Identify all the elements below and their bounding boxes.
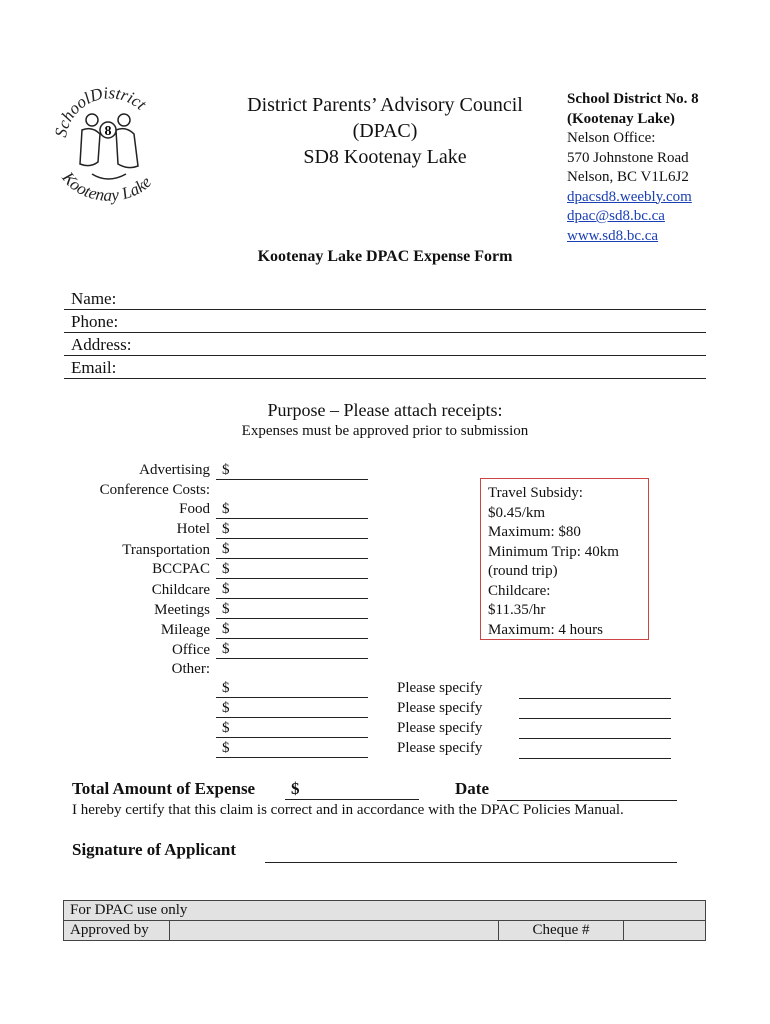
date-field[interactable] [497, 779, 677, 801]
expense-label: Conference Costs: [99, 482, 210, 498]
specify-field[interactable] [519, 700, 671, 719]
header-line-1: District Parents’ Advisory Council [247, 94, 523, 116]
travel-line: $0.45/km [488, 504, 546, 521]
approved-by-label: Approved by [64, 921, 170, 941]
purpose-note: Expenses must be approved prior to submission [241, 423, 529, 439]
logo-number: 8 [104, 124, 112, 139]
expense-label: Advertising [139, 462, 210, 478]
office-use-table [63, 900, 706, 941]
expense-label: Other: [171, 661, 210, 677]
expense-amount-field[interactable]: $ [216, 540, 368, 559]
travel-line: $11.35/hr [488, 602, 546, 618]
please-specify-label: Please specify [397, 740, 483, 756]
expense-amount-field[interactable]: $ [216, 560, 368, 579]
expense-amount-field[interactable]: $ [216, 500, 368, 519]
travel-subsidy-box [480, 478, 649, 640]
school-district-logo [52, 78, 164, 218]
form-title: Kootenay Lake DPAC Expense Form [257, 248, 513, 265]
expense-label: Office [171, 642, 210, 658]
expense-amount-field[interactable]: $ [216, 600, 368, 619]
expense-amount-field[interactable]: $ [216, 620, 368, 639]
travel-line: Minimum Trip: 40km [488, 543, 619, 560]
travel-line: Travel Subsidy: [488, 485, 583, 501]
expense-amount-field[interactable]: $ [216, 640, 368, 659]
expense-label: BCCPAC [152, 561, 210, 577]
total-label: Total Amount of Expense [72, 779, 256, 798]
travel-line: Maximum: $80 [488, 524, 581, 540]
cheque-label: Cheque # [499, 921, 624, 941]
header-line-3: SD8 Kootenay Lake [303, 146, 467, 168]
other-amount-field[interactable]: $ [216, 679, 368, 698]
other-amount-field[interactable]: $ [216, 719, 368, 738]
travel-line: Childcare: [488, 582, 551, 599]
office-use-title: For DPAC use only [64, 901, 706, 921]
signature-field[interactable] [265, 840, 677, 863]
address-field[interactable]: Address: [64, 334, 706, 356]
expense-label: Childcare [151, 582, 210, 598]
district-name: School District No. 8 [567, 91, 699, 107]
address-block [567, 90, 699, 246]
other-amount-field[interactable]: $ [216, 699, 368, 718]
expense-amount-field[interactable]: $ [216, 520, 368, 539]
svg-text:Kootenay Lake [58, 167, 156, 205]
certify-statement: I hereby certify that this claim is correct and in accordance with the DPAC Policies Manual. [72, 802, 624, 818]
header-line-2: (DPAC) [352, 120, 418, 142]
specify-field[interactable] [519, 740, 671, 759]
travel-line: Maximum: 4 hours [488, 621, 603, 638]
logo-text-top: SchoolDistrict [52, 83, 151, 139]
website-link[interactable]: dpacsd8.weebly.com [567, 188, 692, 205]
phone-field[interactable]: Phone: [64, 311, 706, 333]
district-website-link[interactable]: www.sd8.bc.ca [567, 227, 659, 244]
expense-amount-field[interactable]: $ [216, 580, 368, 599]
cheque-number-field[interactable] [624, 921, 706, 941]
expense-label: Food [179, 501, 210, 517]
logo-text-bottom: Kootenay Lake [58, 168, 156, 205]
email-link[interactable]: dpac@sd8.bc.ca [567, 208, 665, 224]
travel-line: (round trip) [488, 563, 558, 579]
approved-by-field[interactable] [170, 921, 499, 941]
email-field[interactable]: Email: [64, 357, 706, 379]
purpose-title: Purpose – Please attach receipts: [267, 400, 503, 420]
date-label: Date [455, 779, 489, 798]
name-field[interactable]: Name: [64, 288, 706, 310]
specify-field[interactable] [519, 720, 671, 739]
city-postal: Nelson, BC V1L6J2 [567, 169, 689, 185]
total-amount-field[interactable]: $ [285, 779, 419, 800]
expense-label: Mileage [160, 622, 210, 638]
office-label: Nelson Office: [567, 130, 656, 146]
please-specify-label: Please specify [397, 700, 483, 716]
please-specify-label: Please specify [397, 680, 483, 696]
expense-label: Hotel [176, 521, 210, 537]
expense-amount-field[interactable]: $ [216, 461, 368, 480]
expense-label: Transportation [122, 542, 210, 558]
signature-label: Signature of Applicant [72, 840, 237, 859]
street-address: 570 Johnstone Road [567, 149, 689, 166]
other-amount-field[interactable]: $ [216, 739, 368, 758]
expense-label: Meetings [154, 602, 210, 618]
district-subname: (Kootenay Lake) [567, 110, 675, 127]
please-specify-label: Please specify [397, 720, 483, 736]
specify-field[interactable] [519, 680, 671, 699]
